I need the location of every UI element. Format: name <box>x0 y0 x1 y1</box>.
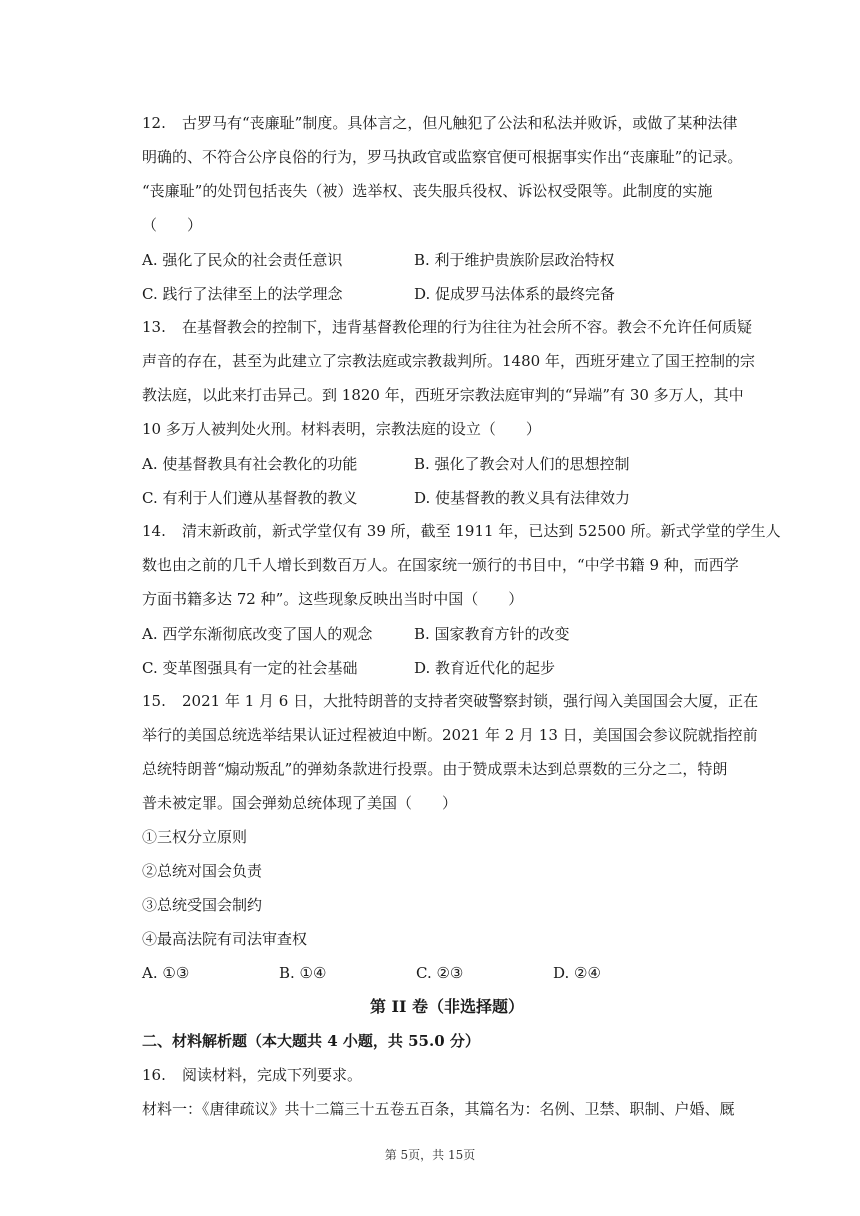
question-number: 12. <box>142 114 166 132</box>
question-14 <box>142 514 781 684</box>
option-c: C. 践行了法律至上的法学理念 <box>142 284 343 303</box>
question-text-line: 方面书籍多达 72 种”。这些现象反映出当时中国（ ） <box>142 590 524 608</box>
question-text-line: 16. 阅读材料，完成下列要求。 <box>142 1058 752 1092</box>
question-text-line: 声音的存在，甚至为此建立了宗教法庭或宗教裁判所。1480 年，西班牙建立了国王控制的宗 <box>142 352 755 370</box>
question-number: 16. <box>142 1066 166 1084</box>
question-13 <box>142 310 755 514</box>
option-d: D. 促成罗马法体系的最终完备 <box>414 284 616 303</box>
option-row <box>142 276 752 310</box>
question-text-line: “丧廉耻”的处罚包括丧失（被）选举权、丧失服兵役权、诉讼权受限等。此制度的实施 <box>142 182 713 200</box>
question-text-line: 13. 在基督教会的控制下，违背基督教伦理的行为往往为社会所不容。教会不允许任何质疑 <box>142 310 752 344</box>
option-d: D. ②④ <box>553 964 601 982</box>
option-row <box>142 956 752 990</box>
statement-item: ②总统对国会负责 <box>142 862 263 880</box>
option-c: C. 有利于人们遵从基督教的教义 <box>142 488 358 507</box>
question-text-line: 普未被定罪。国会弹劾总统体现了美国（ ） <box>142 794 458 812</box>
option-a: A. 强化了民众的社会责任意识 <box>142 250 343 269</box>
option-a: A. 使基督教具有社会教化的功能 <box>142 454 358 473</box>
statement-item: ①三权分立原则 <box>142 828 248 846</box>
question-15 <box>142 684 759 990</box>
question-number: 13. <box>142 318 166 336</box>
page-content <box>142 106 781 1126</box>
question-text-line: 10 多万人被判处火刑。材料表明，宗教法庭的设立（ ） <box>142 420 541 438</box>
answer-blank: （ ） <box>142 216 203 234</box>
question-16 <box>142 1058 752 1126</box>
option-c: C. 变革图强具有一定的社会基础 <box>142 658 358 677</box>
statement-item: ③总统受国会制约 <box>142 896 263 914</box>
option-b: B. 利于维护贵族阶层政治特权 <box>414 250 615 269</box>
question-text-line: 数也由之前的几千人增长到数百万人。在国家统一颁行的书目中，“中学书籍 9 种，而西学 <box>142 556 739 574</box>
question-text-line: 12. 古罗马有“丧廉耻”制度。具体言之，但凡触犯了公法和私法并败诉，或做了某种法律 <box>142 106 752 140</box>
question-number: 14. <box>142 522 166 540</box>
section-title: 二、材料解析题（本大题共 4 小题，共 55.0 分） <box>142 1032 480 1050</box>
question-text-line: 总统特朗普“煽动叛乱”的弹劾条款进行投票。由于赞成票未达到总票数的三分之二，特朗 <box>142 760 728 778</box>
question-12 <box>142 106 752 310</box>
option-d: D. 教育近代化的起步 <box>414 658 556 677</box>
statement-item: ④最高法院有司法审查权 <box>142 930 308 948</box>
option-d: D. 使基督教的教义具有法律效力 <box>414 488 631 507</box>
option-row <box>142 242 752 276</box>
question-number: 15. <box>142 692 166 710</box>
material-text: 材料一：《唐律疏议》共十二篇三十五卷五百条，其篇名为：名例、卫禁、职制、户婚、厩 <box>142 1100 735 1118</box>
question-text-line: 14. 清末新政前，新式学堂仅有 39 所，截至 1911 年，已达到 52500 所。新式学堂的学生人 <box>142 514 752 548</box>
question-text-line: 15. 2021 年 1 月 6 日，大批特朗普的支持者突破警察封锁，强行闯入美国国会大厦，正在 <box>142 684 752 718</box>
option-a: A. 西学东渐彻底改变了国人的观念 <box>142 624 373 643</box>
option-row <box>142 446 752 480</box>
part-title: 第 II 卷（非选择题） <box>369 997 525 1016</box>
page-footer: 第 5页，共 15页 <box>384 1148 476 1162</box>
option-a: A. ①③ <box>142 964 190 982</box>
option-row <box>142 650 752 684</box>
question-text-line: 举行的美国总统选举结果认证过程被迫中断。2021 年 2 月 13 日，美国国会参议院就指控前 <box>142 726 758 744</box>
option-c: C. ②③ <box>416 964 464 982</box>
option-b: B. 强化了教会对人们的思想控制 <box>414 454 630 473</box>
question-text-line: 教法庭，以此来打击异己。到 1820 年，西班牙宗教法庭审判的“异端”有 30 多万人，其中 <box>142 386 744 404</box>
option-b: B. 国家教育方针的改变 <box>414 624 570 643</box>
option-b: B. ①④ <box>279 964 327 982</box>
question-text-line: 明确的、不符合公序良俗的行为，罗马执政官或监察官便可根据事实作出“丧廉耻”的记录。 <box>142 148 743 166</box>
option-row <box>142 480 752 514</box>
option-row <box>142 616 752 650</box>
